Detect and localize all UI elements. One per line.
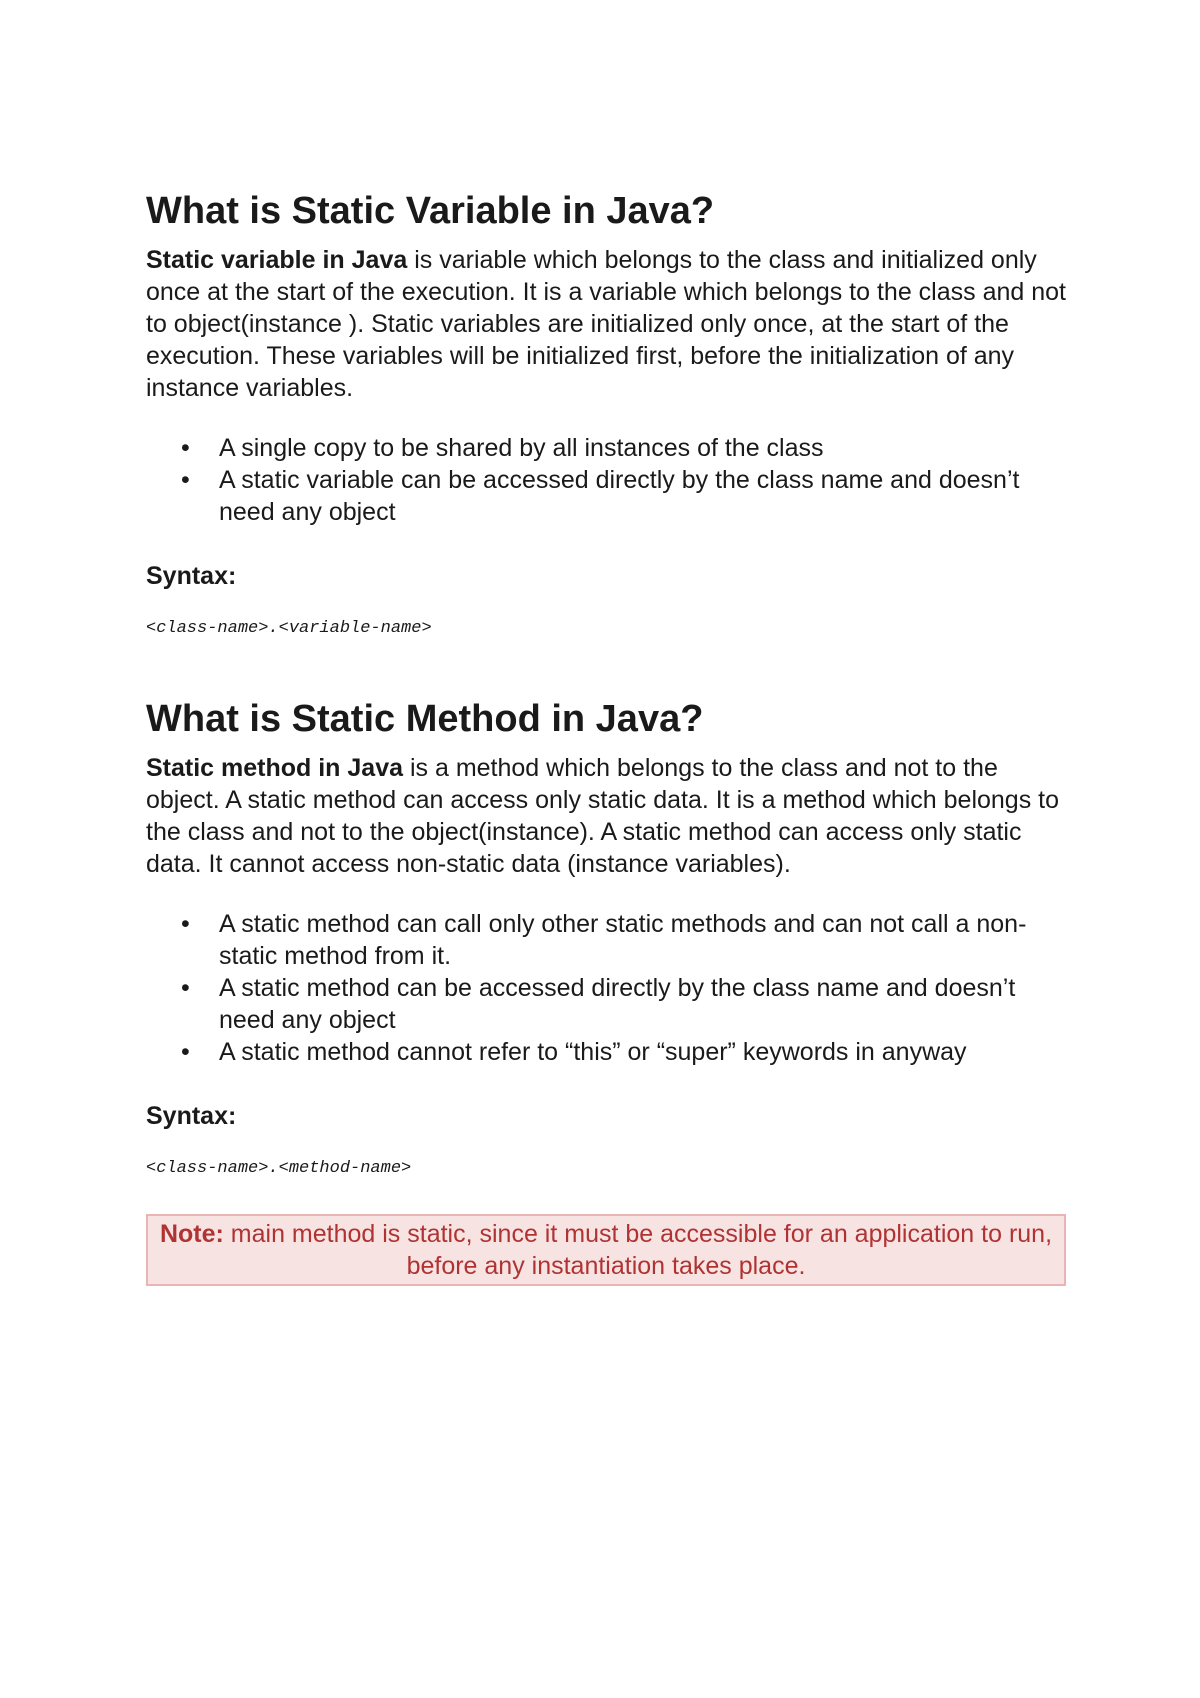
static-variable-paragraph bbox=[146, 244, 1066, 404]
list-item: • A static variable can be accessed directly by the class name and doesn’t need any object bbox=[181, 466, 1020, 526]
section-heading-static-variable: What is Static Variable in Java? bbox=[146, 190, 715, 232]
syntax-code: <class-name>.<method-name> bbox=[146, 1159, 412, 1178]
bullet-icon: • bbox=[181, 974, 190, 1002]
bullet-icon: • bbox=[181, 1038, 190, 1066]
static-method-paragraph bbox=[146, 752, 1066, 880]
syntax-label: Syntax: bbox=[146, 562, 237, 590]
static-method-description: is a method which belongs to the class and not to the object. A static method can access only static data. It is a method which belongs to the class and not to the object(instance). A static method can access only static data. It cannot access non-static data (instance variables). bbox=[146, 754, 1060, 878]
syntax-code: <class-name>.<variable-name> bbox=[146, 619, 432, 638]
syntax-label: Syntax: bbox=[146, 1102, 237, 1130]
static-method-bullet-list bbox=[146, 908, 1066, 1068]
note-text: main method is static, since it must be accessible for an application to run, before any instantiation takes place. bbox=[223, 1220, 1053, 1280]
bullet-icon: • bbox=[181, 434, 190, 462]
list-item: • A static method can be accessed directly by the class name and doesn’t need any object bbox=[181, 974, 1016, 1034]
list-item: • A single copy to be shared by all instances of the class bbox=[181, 434, 824, 462]
bullet-icon: • bbox=[181, 910, 190, 938]
document-page bbox=[146, 188, 1066, 1286]
static-variable-bold-term: Static variable in Java bbox=[146, 246, 408, 274]
static-variable-description: is variable which belongs to the class and initialized only once at the start of the execution. It is a variable which belongs to the class and not to object(instance ). Static variables are initialized only once, at the start of the execution. These variables will be initialized first, before the initialization of any instance variables. bbox=[146, 246, 1066, 402]
static-variable-bullet-list bbox=[146, 432, 1066, 528]
list-item: • A static method cannot refer to “this” or “super” keywords in anyway bbox=[181, 1038, 967, 1066]
static-method-bold-term: Static method in Java bbox=[146, 754, 404, 782]
list-item: • A static method can call only other static methods and can not call a non-static method from it. bbox=[181, 910, 1027, 970]
section-heading-static-method: What is Static Method in Java? bbox=[146, 698, 704, 740]
note-label: Note: bbox=[159, 1220, 224, 1248]
bullet-icon: • bbox=[181, 466, 190, 494]
note-box bbox=[146, 1214, 1066, 1286]
